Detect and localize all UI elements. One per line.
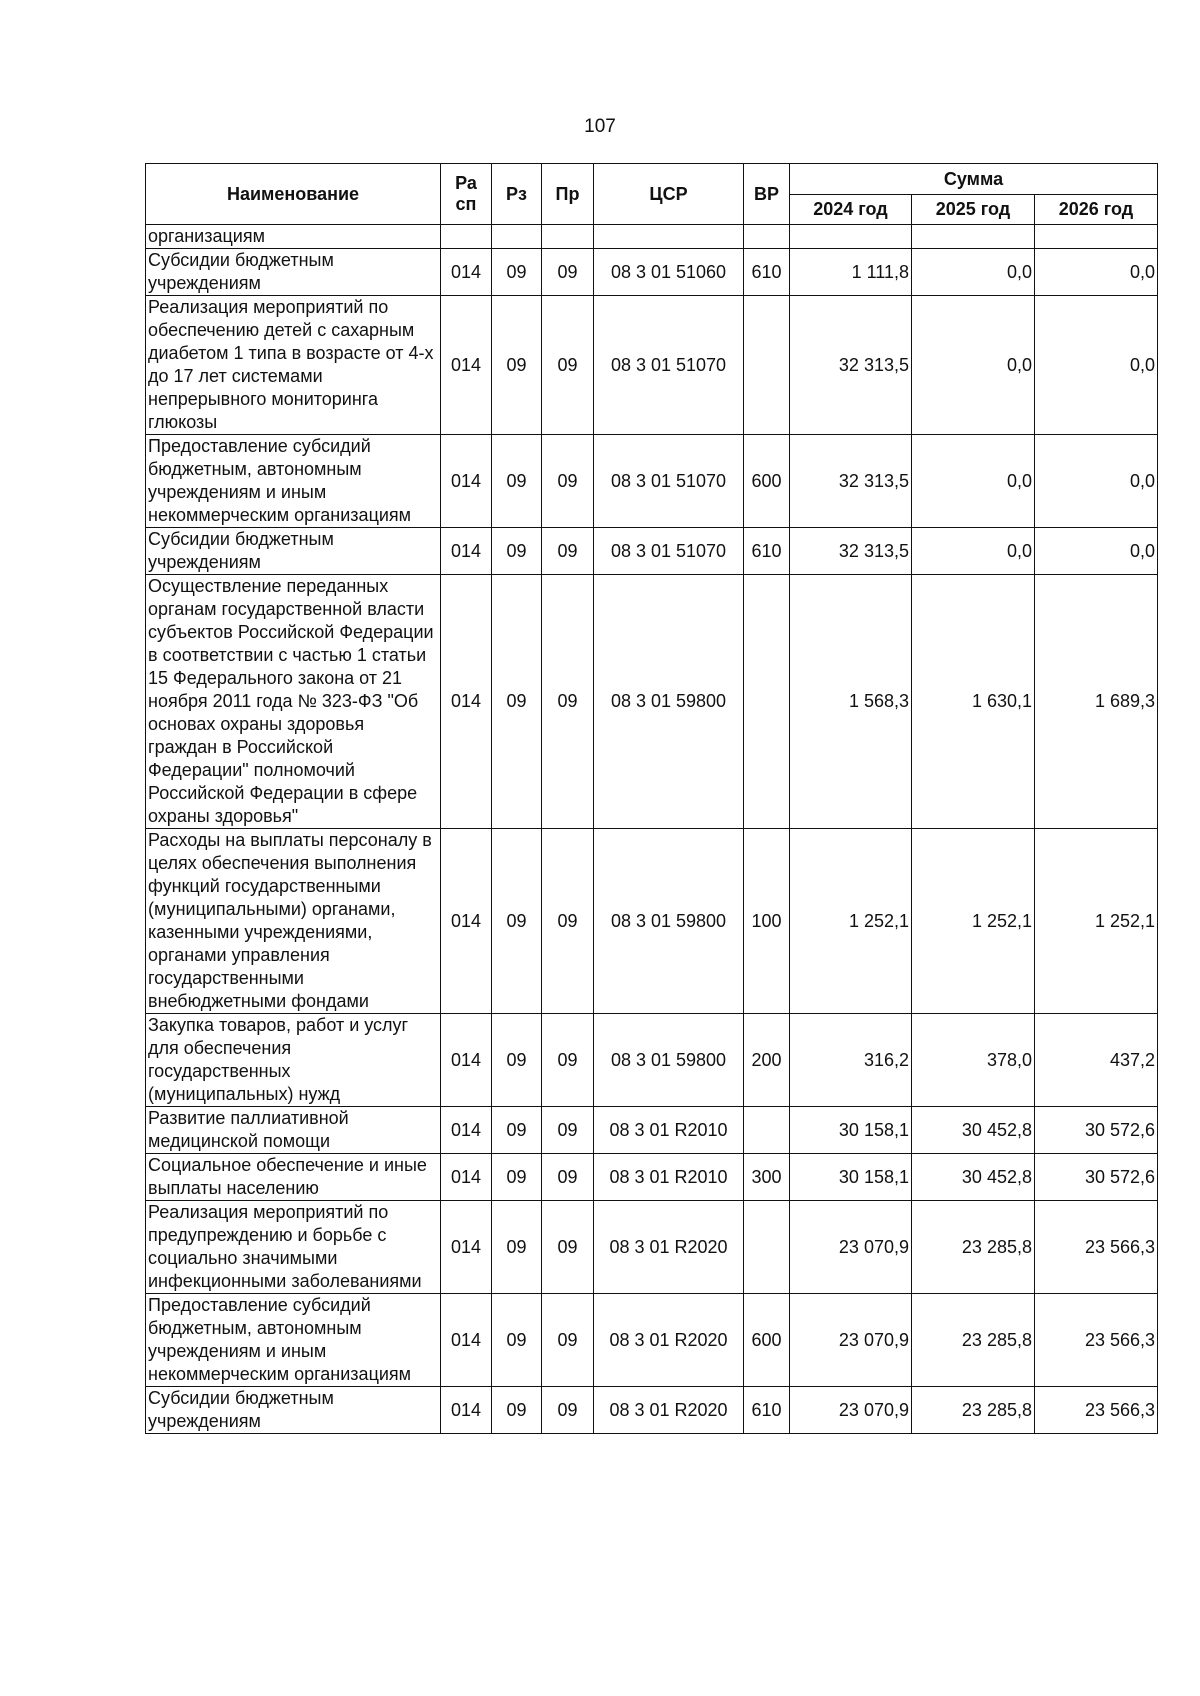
cell-rasp: 014 [441,575,492,829]
cell-vr [744,296,790,435]
cell-pr: 09 [542,1294,594,1387]
cell-csr: 08 3 01 R2010 [594,1154,744,1201]
cell-csr: 08 3 01 51070 [594,296,744,435]
table-row [146,575,1158,829]
cell-rasp: 014 [441,829,492,1014]
cell-rasp: 014 [441,1387,492,1434]
cell-rasp: 014 [441,528,492,575]
cell-name: Развитие паллиативной медицинской помощи [146,1107,441,1154]
cell-name: Предоставление субсидий бюджетным, автономным учреждениям и иным некоммерческим организациям [146,1294,441,1387]
table-row [146,528,1158,575]
table-row [146,435,1158,528]
cell-2025: 0,0 [912,528,1035,575]
table-row [146,296,1158,435]
cell-vr: 200 [744,1014,790,1107]
cell-name: организациям [146,225,441,249]
cell-pr: 09 [542,1154,594,1201]
cell-2026: 1 252,1 [1035,829,1158,1014]
cell-rasp: 014 [441,1154,492,1201]
header-year-2025: 2025 год [912,195,1035,225]
cell-pr: 09 [542,575,594,829]
cell-2025: 378,0 [912,1014,1035,1107]
cell-rasp [441,225,492,249]
cell-csr: 08 3 01 59800 [594,829,744,1014]
cell-name: Субсидии бюджетным учреждениям [146,249,441,296]
cell-2026: 30 572,6 [1035,1154,1158,1201]
cell-rasp: 014 [441,1201,492,1294]
cell-rasp: 014 [441,1107,492,1154]
cell-pr: 09 [542,528,594,575]
cell-name: Субсидии бюджетным учреждениям [146,1387,441,1434]
cell-2024 [790,225,912,249]
cell-rz: 09 [492,1014,542,1107]
cell-2025: 0,0 [912,435,1035,528]
cell-vr: 300 [744,1154,790,1201]
cell-rz: 09 [492,249,542,296]
cell-name: Осуществление переданных органам государственной власти субъектов Российской Федерации в соответствии с частью 1 статьи 15 Федерального закона от 21 ноября 2011 года № 323-ФЗ "Об основах охраны здоровья граждан в Российской Федерации" полномочий Российской Федерации в сфере охраны здоровья" [146,575,441,829]
cell-csr: 08 3 01 51060 [594,249,744,296]
cell-pr: 09 [542,249,594,296]
cell-rz: 09 [492,1154,542,1201]
cell-vr: 610 [744,1387,790,1434]
cell-pr: 09 [542,1107,594,1154]
cell-2025: 23 285,8 [912,1387,1035,1434]
table-row [146,249,1158,296]
cell-name: Субсидии бюджетным учреждениям [146,528,441,575]
cell-pr: 09 [542,435,594,528]
cell-2024: 1 252,1 [790,829,912,1014]
cell-2025: 23 285,8 [912,1201,1035,1294]
cell-pr: 09 [542,1201,594,1294]
table-body [146,225,1158,1434]
cell-2024: 23 070,9 [790,1294,912,1387]
cell-2025 [912,225,1035,249]
cell-vr: 600 [744,435,790,528]
cell-csr: 08 3 01 R2020 [594,1387,744,1434]
header-name: Наименование [146,164,441,225]
cell-2026: 23 566,3 [1035,1201,1158,1294]
header-year-2026: 2026 год [1035,195,1158,225]
cell-name: Социальное обеспечение и иные выплаты населению [146,1154,441,1201]
cell-vr [744,1107,790,1154]
cell-csr [594,225,744,249]
cell-csr: 08 3 01 R2020 [594,1201,744,1294]
cell-rasp: 014 [441,1294,492,1387]
cell-rz: 09 [492,1294,542,1387]
cell-2025: 30 452,8 [912,1154,1035,1201]
cell-2025: 1 252,1 [912,829,1035,1014]
cell-rz [492,225,542,249]
header-pr: Пр [542,164,594,225]
cell-rz: 09 [492,296,542,435]
cell-rasp: 014 [441,435,492,528]
cell-rz: 09 [492,435,542,528]
cell-csr: 08 3 01 51070 [594,435,744,528]
cell-rasp: 014 [441,249,492,296]
cell-rz: 09 [492,1201,542,1294]
cell-vr [744,225,790,249]
cell-2025: 30 452,8 [912,1107,1035,1154]
cell-rz: 09 [492,1387,542,1434]
cell-name: Закупка товаров, работ и услуг для обеспечения государственных (муниципальных) нужд [146,1014,441,1107]
budget-table [145,163,1158,1434]
cell-rasp: 014 [441,296,492,435]
cell-name: Предоставление субсидий бюджетным, автономным учреждениям и иным некоммерческим организациям [146,435,441,528]
cell-pr: 09 [542,296,594,435]
page-number: 107 [584,116,616,137]
table-row [146,1387,1158,1434]
cell-csr: 08 3 01 59800 [594,575,744,829]
cell-2026: 437,2 [1035,1014,1158,1107]
cell-name: Реализация мероприятий по предупреждению и борьбе с социально значимыми инфекционными заболеваниями [146,1201,441,1294]
cell-2024: 316,2 [790,1014,912,1107]
cell-2024: 1 111,8 [790,249,912,296]
cell-2025: 1 630,1 [912,575,1035,829]
cell-2025: 0,0 [912,249,1035,296]
cell-2026: 0,0 [1035,249,1158,296]
cell-vr: 100 [744,829,790,1014]
header-sum: Сумма [790,164,1158,195]
cell-2025: 23 285,8 [912,1294,1035,1387]
cell-csr: 08 3 01 R2010 [594,1107,744,1154]
cell-name: Расходы на выплаты персоналу в целях обеспечения выполнения функций государственными (муниципальными) органами, казенными учреждениями, органами управления государственными внебюджетными фондами [146,829,441,1014]
cell-vr: 610 [744,249,790,296]
cell-csr: 08 3 01 51070 [594,528,744,575]
cell-2026: 0,0 [1035,528,1158,575]
cell-csr: 08 3 01 59800 [594,1014,744,1107]
header-csr: ЦСР [594,164,744,225]
cell-vr [744,1201,790,1294]
cell-2026: 0,0 [1035,296,1158,435]
cell-2026: 23 566,3 [1035,1387,1158,1434]
cell-2024: 30 158,1 [790,1107,912,1154]
table-row [146,1294,1158,1387]
cell-2024: 32 313,5 [790,296,912,435]
cell-vr: 610 [744,528,790,575]
table-row [146,1201,1158,1294]
table-row [146,1154,1158,1201]
table-header [146,164,1158,225]
table-row [146,1014,1158,1107]
cell-pr: 09 [542,829,594,1014]
cell-2025: 0,0 [912,296,1035,435]
cell-pr: 09 [542,1014,594,1107]
cell-2024: 1 568,3 [790,575,912,829]
header-year-2024: 2024 год [790,195,912,225]
cell-2026: 0,0 [1035,435,1158,528]
cell-rz: 09 [492,829,542,1014]
header-rasp: Ра сп [441,164,492,225]
cell-pr [542,225,594,249]
cell-csr: 08 3 01 R2020 [594,1294,744,1387]
cell-2026: 1 689,3 [1035,575,1158,829]
cell-pr: 09 [542,1387,594,1434]
cell-rz: 09 [492,575,542,829]
table-row [146,829,1158,1014]
cell-2026: 30 572,6 [1035,1107,1158,1154]
table-row [146,225,1158,249]
cell-2024: 23 070,9 [790,1201,912,1294]
cell-2026 [1035,225,1158,249]
cell-rz: 09 [492,528,542,575]
cell-rz: 09 [492,1107,542,1154]
cell-vr [744,575,790,829]
cell-name: Реализация мероприятий по обеспечению детей с сахарным диабетом 1 типа в возрасте от 4-х до 17 лет системами непрерывного мониторинга глюкозы [146,296,441,435]
cell-2026: 23 566,3 [1035,1294,1158,1387]
cell-2024: 32 313,5 [790,528,912,575]
cell-rasp: 014 [441,1014,492,1107]
header-vr: ВР [744,164,790,225]
cell-2024: 30 158,1 [790,1154,912,1201]
header-rz: Рз [492,164,542,225]
cell-vr: 600 [744,1294,790,1387]
cell-2024: 32 313,5 [790,435,912,528]
table-row [146,1107,1158,1154]
cell-2024: 23 070,9 [790,1387,912,1434]
